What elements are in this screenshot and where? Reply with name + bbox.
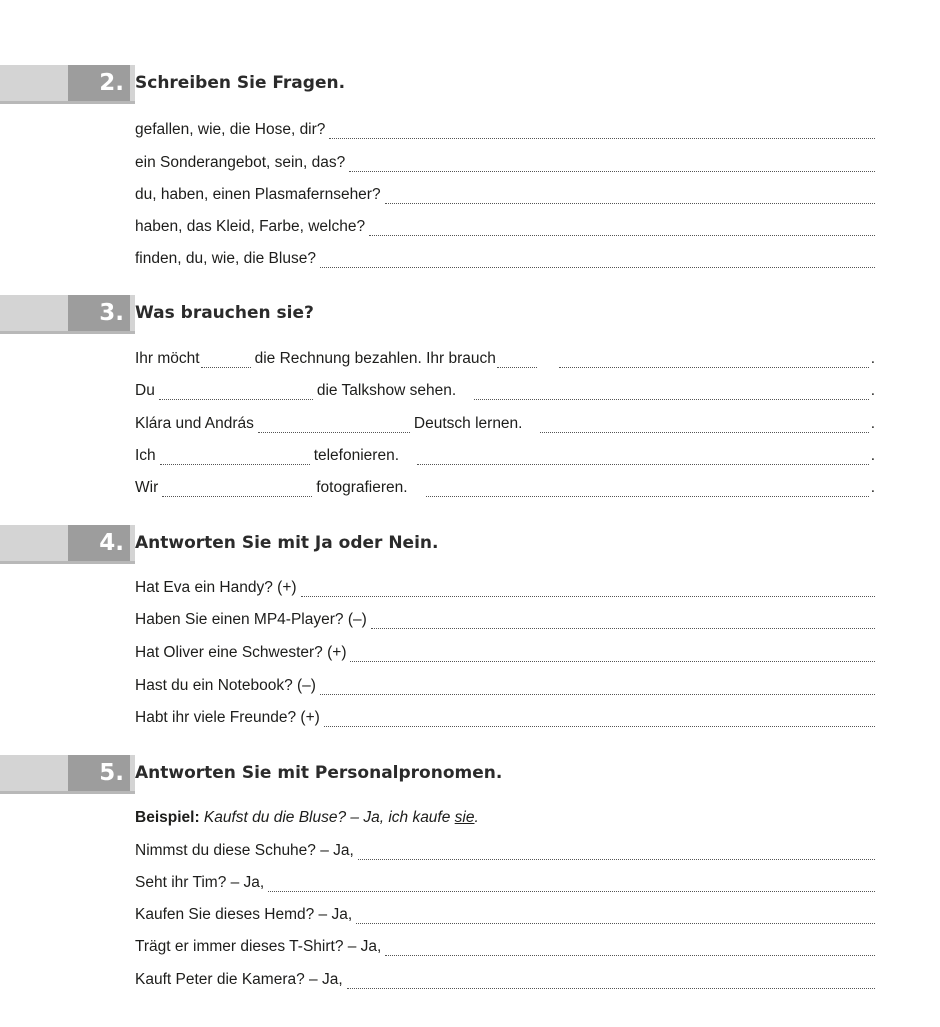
phrase-text: Deutsch lernen. (413, 415, 523, 432)
answer-line[interactable] (329, 122, 875, 139)
sentence-end: . (870, 415, 875, 432)
question-row (135, 934, 875, 956)
fill-row (135, 378, 875, 400)
question-row (135, 150, 875, 172)
exercise-title: Antworten Sie mit Personalpronomen. (135, 763, 503, 783)
example-answer: sie (454, 809, 475, 826)
question-row (135, 117, 875, 139)
sentence-end: . (870, 382, 875, 399)
verb-ending-blank[interactable] (201, 351, 251, 368)
example-text: Kaufst du die Bluse? – Ja, ich kaufe (203, 809, 451, 826)
phrase-text: die Rechnung bezahlen. Ihr brauch (254, 350, 496, 367)
answer-line[interactable] (369, 219, 875, 236)
fill-row (135, 411, 875, 433)
answer-line[interactable] (320, 251, 875, 268)
exercise-title: Schreiben Sie Fragen. (135, 73, 346, 93)
prompt-text: Hat Eva ein Handy? (+) (135, 579, 297, 596)
answer-line[interactable] (350, 645, 875, 662)
fill-row (135, 443, 875, 465)
example-row (135, 805, 875, 827)
answer-line[interactable] (417, 448, 869, 465)
modal-blank[interactable] (162, 480, 312, 497)
question-row (135, 575, 875, 597)
answer-line[interactable] (385, 939, 875, 956)
prompt-text: finden, du, wie, die Bluse? (135, 250, 316, 267)
prompt-text: Haben Sie einen MP4-Player? (–) (135, 611, 367, 628)
section-band-shadow (0, 791, 135, 794)
question-row (135, 607, 875, 629)
question-row (135, 967, 875, 989)
prompt-text: du, haben, einen Plasmafernseher? (135, 186, 381, 203)
answer-line[interactable] (349, 155, 875, 172)
answer-line[interactable] (385, 187, 875, 204)
answer-line[interactable] (324, 710, 875, 727)
prompt-text: Habt ihr viele Freunde? (+) (135, 709, 320, 726)
exercise-number: 5. (68, 755, 130, 791)
question-row (135, 182, 875, 204)
answer-line[interactable] (371, 612, 875, 629)
example-end: . (474, 809, 479, 826)
section-band-shadow (0, 561, 135, 564)
phrase-text: die Talkshow sehen. (316, 382, 457, 399)
sentence-end: . (870, 479, 875, 496)
answer-line[interactable] (301, 580, 875, 597)
question-row (135, 214, 875, 236)
question-row (135, 246, 875, 268)
answer-line[interactable] (356, 907, 875, 924)
prompt-text: gefallen, wie, die Hose, dir? (135, 121, 326, 138)
prompt-text: ein Sonderangebot, sein, das? (135, 154, 346, 171)
subject-text: Wir (135, 479, 159, 496)
subject-text: Du (135, 382, 155, 399)
answer-line[interactable] (347, 972, 875, 989)
sentence-end: . (870, 350, 875, 367)
prompt-text: Seht ihr Tim? – Ja, (135, 874, 265, 891)
exercise-number: 4. (68, 525, 130, 561)
answer-line[interactable] (320, 678, 875, 695)
verb-ending-blank[interactable] (497, 351, 537, 368)
question-row (135, 902, 875, 924)
prompt-text: Kaufen Sie dieses Hemd? – Ja, (135, 906, 353, 923)
question-row (135, 673, 875, 695)
prompt-text: Kauft Peter die Kamera? – Ja, (135, 971, 343, 988)
answer-line[interactable] (426, 480, 869, 497)
modal-blank[interactable] (159, 383, 313, 400)
question-row (135, 870, 875, 892)
prompt-text: Hat Oliver eine Schwester? (+) (135, 644, 347, 661)
question-row (135, 640, 875, 662)
fill-row (135, 346, 875, 368)
subject-text: Klára und András (135, 415, 254, 432)
exercise-title: Was brauchen sie? (135, 303, 314, 323)
prompt-text: Trägt er immer dieses T-Shirt? – Ja, (135, 938, 382, 955)
phrase-text: fotografieren. (316, 479, 408, 496)
question-row (135, 705, 875, 727)
modal-blank[interactable] (258, 416, 410, 433)
fill-row (135, 475, 875, 497)
answer-line[interactable] (268, 875, 875, 892)
section-band-shadow (0, 101, 135, 104)
modal-blank[interactable] (160, 448, 310, 465)
answer-line[interactable] (474, 383, 869, 400)
prompt-text: Hast du ein Notebook? (–) (135, 677, 316, 694)
answer-line[interactable] (559, 351, 869, 368)
prompt-text: Nimmst du diese Schuhe? – Ja, (135, 842, 354, 859)
exercise-number: 2. (68, 65, 130, 101)
sentence-end: . (870, 447, 875, 464)
section-band-shadow (0, 331, 135, 334)
example-label: Beispiel: (135, 809, 200, 826)
exercise-title: Antworten Sie mit Ja oder Nein. (135, 533, 439, 553)
subject-text: Ihr möcht (135, 350, 200, 367)
answer-line[interactable] (358, 843, 875, 860)
question-row (135, 838, 875, 860)
prompt-text: haben, das Kleid, Farbe, welche? (135, 218, 366, 235)
phrase-text: telefonieren. (313, 447, 399, 464)
subject-text: Ich (135, 447, 156, 464)
answer-line[interactable] (540, 416, 868, 433)
exercise-number: 3. (68, 295, 130, 331)
